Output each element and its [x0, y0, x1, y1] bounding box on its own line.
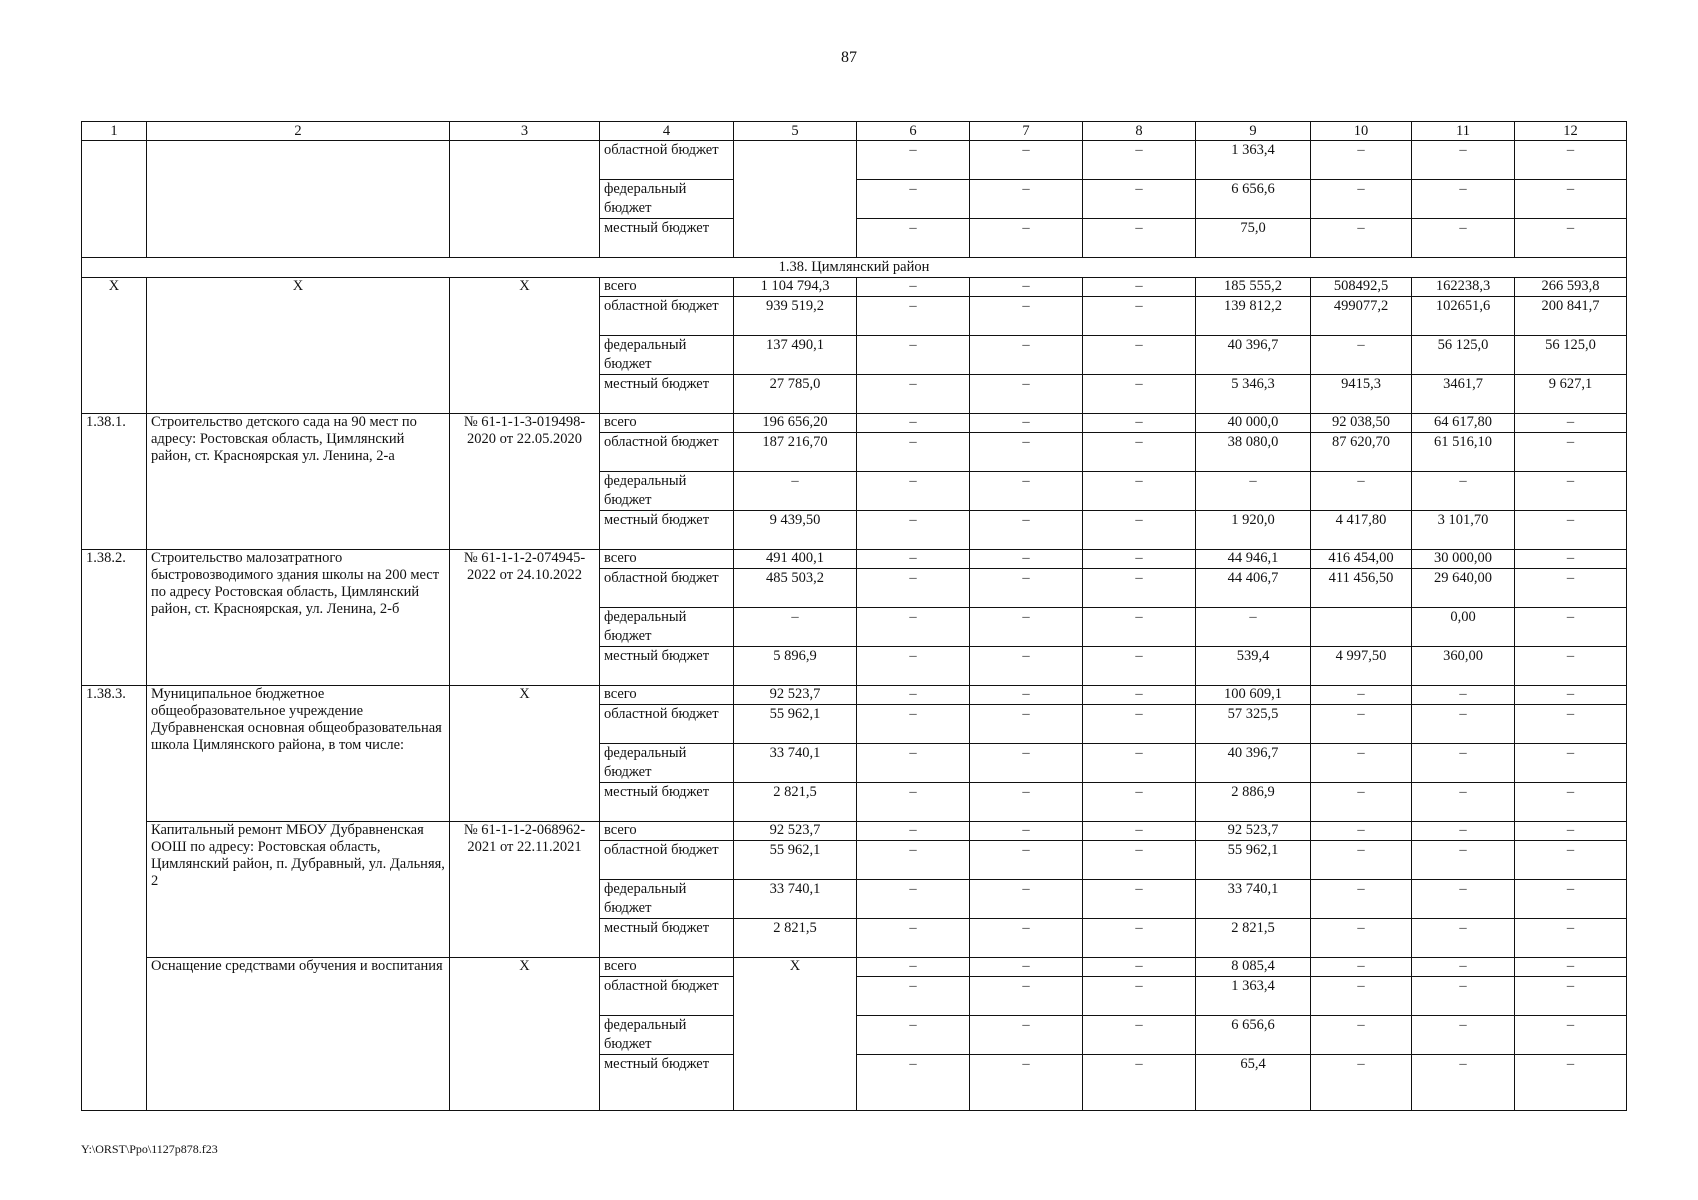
table-cell: –: [970, 433, 1083, 472]
table-row: [82, 822, 1627, 841]
table-cell: –: [1311, 783, 1412, 822]
empty-cell: [450, 141, 600, 258]
table-cell: 5 346,3: [1196, 375, 1311, 414]
table-cell: –: [1083, 336, 1196, 375]
source-label: всего: [600, 686, 734, 705]
table-cell: –: [857, 1055, 970, 1111]
table-cell: –: [1515, 841, 1627, 880]
table-cell: 0,00: [1412, 608, 1515, 647]
table-cell: –: [857, 686, 970, 705]
column-header: 8: [1083, 122, 1196, 141]
table-cell: –: [1311, 744, 1412, 783]
source-label: федеральный бюджет: [600, 1016, 734, 1055]
object-name: Капитальный ремонт МБОУ Дубравненская ООШ по адресу: Ростовская область, Цимлянский район, п. Дубравный, ул. Дальняя, 2: [147, 822, 450, 958]
table-cell: 8 085,4: [1196, 958, 1311, 977]
source-label: всего: [600, 958, 734, 977]
table-cell: –: [857, 550, 970, 569]
table-cell: –: [857, 511, 970, 550]
table-cell: –: [1412, 219, 1515, 258]
table-cell: –: [1412, 958, 1515, 977]
table-cell: 87 620,70: [1311, 433, 1412, 472]
table-cell: –: [857, 880, 970, 919]
table-cell: –: [1083, 647, 1196, 686]
table-cell: –: [1311, 705, 1412, 744]
table-row: [82, 958, 1627, 977]
table-cell: 30 000,00: [1412, 550, 1515, 569]
table-cell: 100 609,1: [1196, 686, 1311, 705]
table-cell: 137 490,1: [734, 336, 857, 375]
table-cell: –: [857, 278, 970, 297]
table-cell: –: [857, 919, 970, 958]
table-cell: –: [1083, 744, 1196, 783]
table-cell: –: [1515, 511, 1627, 550]
table-cell: 939 519,2: [734, 297, 857, 336]
object-name: Оснащение средствами обучения и воспитания: [147, 958, 450, 1111]
table-cell: –: [1311, 219, 1412, 258]
table-cell: –: [1083, 1055, 1196, 1111]
table-cell: –: [970, 141, 1083, 180]
table-cell: 64 617,80: [1412, 414, 1515, 433]
table-cell: 162238,3: [1412, 278, 1515, 297]
table-cell: –: [857, 958, 970, 977]
table-cell: 61 516,10: [1412, 433, 1515, 472]
table-cell: –: [1083, 297, 1196, 336]
table-cell: 92 523,7: [734, 822, 857, 841]
table-cell: –: [857, 180, 970, 219]
table-cell: 4 417,80: [1311, 511, 1412, 550]
table-row: [82, 141, 1627, 180]
source-label: областной бюджет: [600, 841, 734, 880]
table-cell: –: [857, 433, 970, 472]
table-cell: –: [970, 336, 1083, 375]
table-cell: 33 740,1: [1196, 880, 1311, 919]
column-header: 2: [147, 122, 450, 141]
table-cell: –: [857, 841, 970, 880]
table-cell: –: [857, 219, 970, 258]
table-cell: –: [1083, 414, 1196, 433]
table-cell: –: [1083, 511, 1196, 550]
source-label: местный бюджет: [600, 219, 734, 258]
table-cell: –: [1311, 880, 1412, 919]
table-cell: –: [1412, 880, 1515, 919]
table-cell: –: [1083, 783, 1196, 822]
table-cell: 55 962,1: [734, 841, 857, 880]
table-row: [82, 550, 1627, 569]
table-cell: –: [857, 1016, 970, 1055]
table-cell: 9 439,50: [734, 511, 857, 550]
table-cell: 1 104 794,3: [734, 278, 857, 297]
column-header: 4: [600, 122, 734, 141]
empty-cell: [734, 141, 857, 258]
source-label: федеральный бюджет: [600, 608, 734, 647]
source-label: областной бюджет: [600, 433, 734, 472]
table-cell: 196 656,20: [734, 414, 857, 433]
table-cell: –: [970, 608, 1083, 647]
table-cell: –: [1083, 919, 1196, 958]
table-row: [82, 686, 1627, 705]
footer-file-path: Y:\ORST\Ppo\1127p878.f23: [81, 1142, 218, 1156]
table-cell: –: [1515, 141, 1627, 180]
table-cell: 2 821,5: [734, 783, 857, 822]
table-cell: 1 363,4: [1196, 977, 1311, 1016]
table-cell: –: [857, 297, 970, 336]
table-cell: –: [1412, 841, 1515, 880]
table-cell: –: [1412, 180, 1515, 219]
table-cell: 65,4: [1196, 1055, 1311, 1111]
table-cell: 187 216,70: [734, 433, 857, 472]
table-cell: 44 946,1: [1196, 550, 1311, 569]
document-ref: № 61-1-1-2-068962-2021 от 22.11.2021: [450, 822, 600, 958]
table-cell: –: [970, 278, 1083, 297]
table-cell: –: [1515, 783, 1627, 822]
document-ref: № 61-1-1-3-019498-2020 от 22.05.2020: [450, 414, 600, 550]
table-cell: 539,4: [1196, 647, 1311, 686]
table-cell: –: [1083, 686, 1196, 705]
table-cell: –: [1515, 647, 1627, 686]
table-cell: –: [857, 705, 970, 744]
table-cell: 38 080,0: [1196, 433, 1311, 472]
column-header: 12: [1515, 122, 1627, 141]
table-cell: –: [1311, 1055, 1412, 1111]
source-label: федеральный бюджет: [600, 744, 734, 783]
table-cell: –: [857, 414, 970, 433]
table-cell: –: [857, 472, 970, 511]
table-cell: –: [970, 550, 1083, 569]
table-cell: –: [1311, 336, 1412, 375]
table-cell: –: [1515, 977, 1627, 1016]
source-label: федеральный бюджет: [600, 180, 734, 219]
source-label: областной бюджет: [600, 569, 734, 608]
table-cell: –: [970, 919, 1083, 958]
table-cell: 5 896,9: [734, 647, 857, 686]
document-ref: № 61-1-1-2-074945-2022 от 24.10.2022: [450, 550, 600, 686]
table-cell: 3461,7: [1412, 375, 1515, 414]
table-cell: –: [1083, 822, 1196, 841]
table-cell: –: [1515, 1055, 1627, 1111]
table-cell: –: [1515, 433, 1627, 472]
table-cell: –: [1311, 686, 1412, 705]
document-ref: Х: [450, 958, 600, 1111]
source-label: всего: [600, 822, 734, 841]
column-header: 10: [1311, 122, 1412, 141]
object-name: Муниципальное бюджетное общеобразовательное учреждение Дубравненская основная общеобразовательная школа Цимлянского района, в том числе:: [147, 686, 450, 822]
source-label: местный бюджет: [600, 647, 734, 686]
source-label: всего: [600, 278, 734, 297]
table-cell: –: [970, 705, 1083, 744]
table-cell: 2 821,5: [1196, 919, 1311, 958]
table-cell: –: [1515, 550, 1627, 569]
table-cell: –: [857, 647, 970, 686]
table-cell: –: [970, 511, 1083, 550]
source-label: всего: [600, 414, 734, 433]
table-cell: Х: [734, 958, 857, 1111]
empty-cell: [82, 141, 147, 258]
table-cell: 33 740,1: [734, 744, 857, 783]
table-cell: 27 785,0: [734, 375, 857, 414]
table-cell: –: [1311, 180, 1412, 219]
table-cell: –: [1083, 569, 1196, 608]
source-label: местный бюджет: [600, 511, 734, 550]
object-name: Строительство детского сада на 90 мест по адресу: Ростовская область, Цимлянский район, ст. Красноярская ул. Ленина, 2-а: [147, 414, 450, 550]
table-cell: –: [1515, 686, 1627, 705]
group-title: 1.38. Цимлянский район: [82, 258, 1627, 278]
table-cell: –: [1412, 472, 1515, 511]
row-number: 1.38.1.: [82, 414, 147, 550]
source-label: всего: [600, 550, 734, 569]
table-cell: –: [1311, 472, 1412, 511]
column-header: 9: [1196, 122, 1311, 141]
table-cell: –: [857, 977, 970, 1016]
table-cell: –: [1412, 783, 1515, 822]
table-cell: –: [1083, 550, 1196, 569]
table-cell: 9415,3: [1311, 375, 1412, 414]
table-cell: –: [1412, 686, 1515, 705]
table-cell: –: [970, 958, 1083, 977]
table-cell: –: [1083, 180, 1196, 219]
table-cell: 499077,2: [1311, 297, 1412, 336]
table-cell: –: [857, 336, 970, 375]
table-cell: –: [1412, 705, 1515, 744]
table-cell: –: [970, 822, 1083, 841]
table-cell: –: [857, 141, 970, 180]
table-cell: 56 125,0: [1412, 336, 1515, 375]
table-cell: –: [970, 1055, 1083, 1111]
table-cell: 2 886,9: [1196, 783, 1311, 822]
table-cell: 33 740,1: [734, 880, 857, 919]
table-cell: –: [1083, 433, 1196, 472]
column-header: 7: [970, 122, 1083, 141]
row-number: 1.38.3.: [82, 686, 147, 1111]
table-cell: –: [734, 608, 857, 647]
table-cell: –: [1083, 841, 1196, 880]
column-header: 6: [857, 122, 970, 141]
table-cell: –: [1083, 278, 1196, 297]
table-cell: 6 656,6: [1196, 180, 1311, 219]
source-label: местный бюджет: [600, 919, 734, 958]
table-cell: –: [1515, 958, 1627, 977]
table-cell: –: [1412, 919, 1515, 958]
table-cell: 411 456,50: [1311, 569, 1412, 608]
table-cell: 40 000,0: [1196, 414, 1311, 433]
table-cell: –: [1196, 608, 1311, 647]
page-number: 87: [841, 49, 857, 66]
source-label: областной бюджет: [600, 705, 734, 744]
table-cell: –: [1311, 977, 1412, 1016]
table-cell: 1 363,4: [1196, 141, 1311, 180]
table-cell: 485 503,2: [734, 569, 857, 608]
table-cell: –: [970, 375, 1083, 414]
table-cell: 40 396,7: [1196, 336, 1311, 375]
table-cell: 200 841,7: [1515, 297, 1627, 336]
group-heading-row: [82, 258, 1627, 278]
table-row: [82, 414, 1627, 433]
table-cell: –: [1515, 919, 1627, 958]
source-label: областной бюджет: [600, 297, 734, 336]
budget-table: [81, 121, 1627, 1111]
table-cell: –: [857, 375, 970, 414]
document-ref: Х: [450, 686, 600, 822]
table-cell: –: [970, 569, 1083, 608]
source-label: федеральный бюджет: [600, 880, 734, 919]
table-cell: –: [734, 472, 857, 511]
table-cell: –: [1083, 219, 1196, 258]
table-cell: 92 038,50: [1311, 414, 1412, 433]
object-name: Строительство малозатратного быстровозводимого здания школы на 200 мест по адресу Ростовская область, Цимлянский район, ст. Красноярская, ул. Ленина, 2-б: [147, 550, 450, 686]
table-cell: –: [970, 783, 1083, 822]
table-cell: 55 962,1: [734, 705, 857, 744]
table-cell: 9 627,1: [1515, 375, 1627, 414]
table-cell: 92 523,7: [734, 686, 857, 705]
source-label: федеральный бюджет: [600, 472, 734, 511]
table-cell: –: [1083, 141, 1196, 180]
table-cell: 102651,6: [1412, 297, 1515, 336]
table-cell: –: [1515, 744, 1627, 783]
table-cell: 1 920,0: [1196, 511, 1311, 550]
row-number: 1.38.2.: [82, 550, 147, 686]
table-cell: –: [1311, 141, 1412, 180]
table-cell: –: [970, 744, 1083, 783]
source-label: местный бюджет: [600, 375, 734, 414]
table-cell: –: [1083, 472, 1196, 511]
source-label: федеральный бюджет: [600, 336, 734, 375]
table-cell: –: [1083, 375, 1196, 414]
table-cell: 6 656,6: [1196, 1016, 1311, 1055]
table-row: [82, 278, 1627, 297]
column-header: 1: [82, 122, 147, 141]
table-cell: –: [970, 686, 1083, 705]
table-cell: 2 821,5: [734, 919, 857, 958]
table-cell: –: [970, 472, 1083, 511]
column-header: 5: [734, 122, 857, 141]
table-cell: –: [1412, 1055, 1515, 1111]
table-cell: –: [1515, 414, 1627, 433]
source-label: местный бюджет: [600, 783, 734, 822]
table-cell: –: [857, 744, 970, 783]
table-cell: –: [970, 219, 1083, 258]
table-cell: –: [1515, 705, 1627, 744]
table-cell: –: [857, 783, 970, 822]
object-name: Х: [147, 278, 450, 414]
table-cell: –: [1311, 822, 1412, 841]
table-cell: –: [970, 1016, 1083, 1055]
table-cell: 491 400,1: [734, 550, 857, 569]
table-cell: –: [1515, 219, 1627, 258]
table-cell: –: [1311, 958, 1412, 977]
table-cell: 139 812,2: [1196, 297, 1311, 336]
table-cell: [1311, 608, 1412, 647]
table-cell: –: [1515, 608, 1627, 647]
table-cell: –: [1311, 919, 1412, 958]
table-cell: –: [970, 297, 1083, 336]
table-cell: –: [970, 841, 1083, 880]
table-cell: –: [1515, 822, 1627, 841]
table-cell: –: [1412, 744, 1515, 783]
table-cell: 44 406,7: [1196, 569, 1311, 608]
table-cell: –: [1196, 472, 1311, 511]
document-ref: Х: [450, 278, 600, 414]
table-cell: –: [1083, 958, 1196, 977]
table-cell: –: [1083, 880, 1196, 919]
table-cell: 56 125,0: [1515, 336, 1627, 375]
table-cell: –: [1412, 141, 1515, 180]
table-cell: 55 962,1: [1196, 841, 1311, 880]
table-cell: –: [1515, 472, 1627, 511]
table-cell: 4 997,50: [1311, 647, 1412, 686]
table-cell: –: [1083, 705, 1196, 744]
table-cell: –: [1412, 822, 1515, 841]
table-cell: –: [1083, 977, 1196, 1016]
empty-cell: [147, 141, 450, 258]
table-cell: 266 593,8: [1515, 278, 1627, 297]
table-cell: 75,0: [1196, 219, 1311, 258]
column-header: 3: [450, 122, 600, 141]
table-cell: –: [970, 880, 1083, 919]
table-cell: 508492,5: [1311, 278, 1412, 297]
source-label: областной бюджет: [600, 977, 734, 1016]
table-cell: 360,00: [1412, 647, 1515, 686]
table-cell: 185 555,2: [1196, 278, 1311, 297]
table-cell: –: [970, 977, 1083, 1016]
table-cell: –: [970, 180, 1083, 219]
table-cell: 3 101,70: [1412, 511, 1515, 550]
column-header: 11: [1412, 122, 1515, 141]
table-cell: –: [970, 414, 1083, 433]
table-cell: –: [1311, 1016, 1412, 1055]
source-label: местный бюджет: [600, 1055, 734, 1111]
source-label: областной бюджет: [600, 141, 734, 180]
table-cell: 40 396,7: [1196, 744, 1311, 783]
table-cell: –: [857, 569, 970, 608]
table-cell: –: [970, 647, 1083, 686]
table-cell: –: [1515, 180, 1627, 219]
row-number: Х: [82, 278, 147, 414]
table-cell: –: [857, 822, 970, 841]
table-cell: –: [1412, 977, 1515, 1016]
table-cell: –: [857, 608, 970, 647]
table-cell: –: [1083, 608, 1196, 647]
table-cell: –: [1412, 1016, 1515, 1055]
table-cell: –: [1083, 1016, 1196, 1055]
table-cell: –: [1515, 1016, 1627, 1055]
table-cell: 416 454,00: [1311, 550, 1412, 569]
table-cell: 92 523,7: [1196, 822, 1311, 841]
table-cell: –: [1515, 569, 1627, 608]
table-cell: 29 640,00: [1412, 569, 1515, 608]
table-cell: –: [1311, 841, 1412, 880]
table-cell: –: [1515, 880, 1627, 919]
column-header-row: [82, 122, 1627, 141]
table-cell: 57 325,5: [1196, 705, 1311, 744]
